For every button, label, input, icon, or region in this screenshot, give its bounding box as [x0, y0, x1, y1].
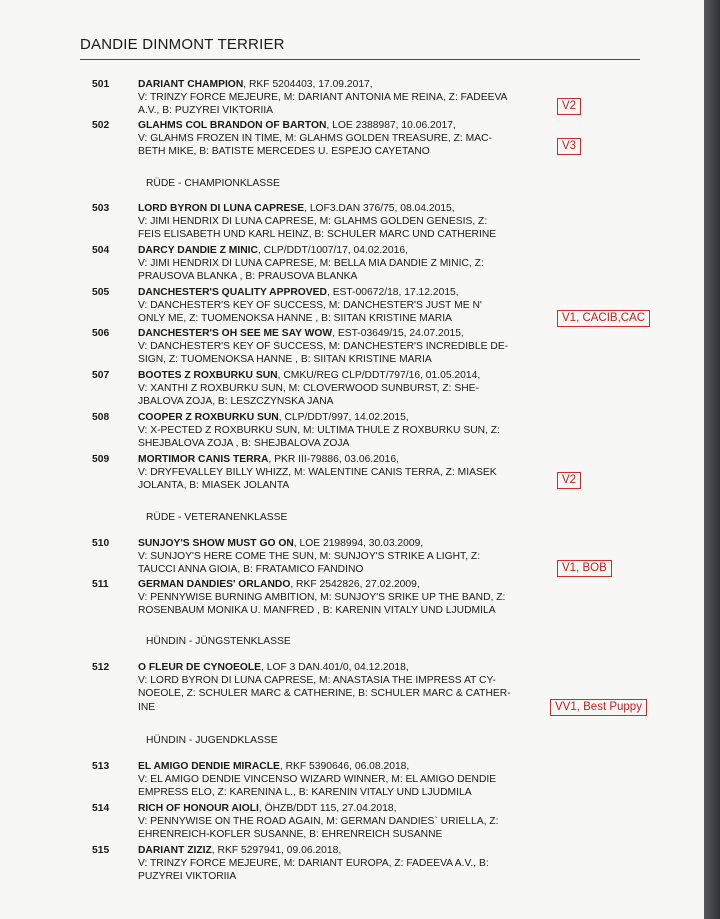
- page-edge-shadow: [704, 0, 720, 919]
- entry-504: [92, 244, 562, 284]
- result-mark: V2: [557, 98, 581, 115]
- pedigree-line: JOLANTA, B: MIASEK JOLANTA: [138, 480, 290, 492]
- dog-name: EL AMIGO DENDIE MIRACLE: [138, 761, 280, 772]
- entry-501: [92, 78, 562, 118]
- entry-514: [92, 802, 562, 842]
- pedigree-line: V: TRINZY FORCE MEJEURE, M: DARIANT ANTONIA ME REINA, Z: FADEEVA: [138, 92, 508, 104]
- pedigree-line: NOEOLE, Z: SCHULER MARC & CATHERINE, B: SCHULER MARC & CATHER-: [138, 688, 511, 700]
- pedigree-line: V: DANCHESTER'S KEY OF SUCCESS, M: DANCHESTER'S INCREDIBLE DE-: [138, 341, 509, 353]
- dog-name: DARIANT ZIZIZ: [138, 845, 212, 856]
- entry-number: 506: [92, 328, 110, 339]
- entry-505: [92, 286, 562, 326]
- entry-number: 502: [92, 120, 110, 131]
- pedigree-line: ROSENBAUM MONIKA U. MANFRED , B: KARENIN VITALY UND LJUDMILA: [138, 605, 496, 617]
- class-heading: RÜDE - CHAMPIONKLASSE: [146, 178, 280, 189]
- dog-name: COOPER Z ROXBURKU SUN: [138, 412, 279, 423]
- entry-number: 507: [92, 370, 110, 381]
- page-title: DANDIE DINMONT TERRIER: [80, 36, 640, 60]
- entry-515: [92, 844, 562, 884]
- dog-name: DARCY DANDIE Z MINIC: [138, 245, 258, 256]
- dog-name: MORTIMOR CANIS TERRA: [138, 454, 269, 465]
- pedigree-line: V: TRINZY FORCE MEJEURE, M: DARIANT EUROPA, Z: FADEEVA A.V., B:: [138, 858, 489, 870]
- pedigree-line: SHEJBALOVA ZOJA , B: SHEJBALOVA ZOJA: [138, 438, 350, 450]
- dog-name: DANCHESTER'S OH SEE ME SAY WOW: [138, 328, 333, 339]
- entry-506: [92, 327, 562, 367]
- pedigree-line: V: JIMI HENDRIX DI LUNA CAPRESE, M: GLAHMS GOLDEN GENESIS, Z:: [138, 216, 488, 228]
- registration: , RKF 5204403, 17.09.2017,: [243, 79, 373, 90]
- pedigree-line: TAUCCI ANNA GIOIA, B: FRATAMICO FANDINO: [138, 564, 364, 576]
- entry-512: [92, 661, 562, 714]
- entry-number: 512: [92, 662, 110, 673]
- dog-name: O FLEUR DE CYNOEOLE: [138, 662, 261, 673]
- registration: , LOE 2198994, 30.03.2009,: [293, 538, 424, 549]
- result-mark: V3: [557, 138, 581, 155]
- dog-name: GLAHMS COL BRANDON OF BARTON: [138, 120, 327, 131]
- entry-511: [92, 578, 562, 618]
- entry-number: 510: [92, 538, 110, 549]
- pedigree-line: V: LORD BYRON DI LUNA CAPRESE, M: ANASTASIA THE IMPRESS AT CY-: [138, 675, 496, 687]
- registration: , LOF 3 DAN.401/0, 04.12.2018,: [261, 662, 409, 673]
- registration: , LOF3.DAN 376/75, 08.04.2015,: [304, 203, 455, 214]
- entry-number: 511: [92, 579, 109, 590]
- entry-number: 504: [92, 245, 110, 256]
- registration: , PKR III-79886, 03.06.2016,: [268, 454, 399, 465]
- pedigree-line: V: DANCHESTER'S KEY OF SUCCESS, M: DANCHESTER'S JUST ME N': [138, 300, 482, 312]
- pedigree-line: V: PENNYWISE ON THE ROAD AGAIN, M: GERMAN DANDIES` URIELLA, Z:: [138, 816, 499, 828]
- pedigree-line: BETH MIKE, B: BATISTE MERCEDES U. ESPEJO CAYETANO: [138, 146, 430, 158]
- registration: , RKF 5390646, 06.08.2018,: [279, 761, 410, 772]
- pedigree-line: A.V., B: PUZYREI VIKTORIIA: [138, 105, 274, 117]
- pedigree-line: V: JIMI HENDRIX DI LUNA CAPRESE, M: BELLA MIA DANDIE Z MINIC, Z:: [138, 258, 484, 270]
- registration: , LOE 2388987, 10.06.2017,: [326, 120, 456, 131]
- pedigree-line: EHRENREICH-KOFLER SUSANNE, B: EHRENREICH SUSANNE: [138, 829, 443, 841]
- registration: , ÖHZB/DDT 115, 27.04.2018,: [258, 803, 397, 814]
- entry-number: 503: [92, 203, 110, 214]
- entry-number: 515: [92, 845, 110, 856]
- registration: , RKF 2542826, 27.02.2009,: [290, 579, 420, 590]
- pedigree-line: V: SUNJOY'S HERE COME THE SUN, M: SUNJOY'S STRIKE A LIGHT, Z:: [138, 551, 481, 563]
- registration: , CMKU/REG CLP/DDT/797/16, 01.05.2014,: [277, 370, 481, 381]
- result-mark: V1, CACIB,CAC: [557, 310, 650, 327]
- pedigree-line: PUZYREI VIKTORIIA: [138, 871, 237, 883]
- result-mark: V2: [557, 472, 581, 489]
- entry-502: [92, 119, 562, 159]
- entry-number: 508: [92, 412, 110, 423]
- registration: , CLP/DDT/997, 14.02.2015,: [278, 412, 409, 423]
- result-mark: V1, BOB: [557, 560, 612, 577]
- class-heading: HÜNDIN - JÜNGSTENKLASSE: [146, 636, 291, 647]
- entry-509: [92, 453, 562, 493]
- pedigree-line: FEIS ELISABETH UND KARL HEINZ, B: SCHULER MARC UND CATHERINE: [138, 229, 497, 241]
- dog-name: LORD BYRON DI LUNA CAPRESE: [138, 203, 305, 214]
- dog-name: RICH OF HONOUR AIOLI: [138, 803, 259, 814]
- entry-number: 509: [92, 454, 110, 465]
- pedigree-line: V: PENNYWISE BURNING AMBITION, M: SUNJOY'S SRIKE UP THE BAND, Z:: [138, 592, 506, 604]
- pedigree-line: SIGN, Z: TUOMENOKSA HANNE , B: SIITAN KRISTINE MARIA: [138, 354, 432, 366]
- registration: , RKF 5297941, 09.06.2018,: [211, 845, 342, 856]
- entry-507: [92, 369, 562, 409]
- entry-number: 513: [92, 761, 110, 772]
- pedigree-line: V: DRYFEVALLEY BILLY WHIZZ, M: WALENTINE CANIS TERRA, Z: MIASEK: [138, 467, 497, 479]
- registration: , EST-00672/18, 17.12.2015,: [326, 287, 459, 298]
- entry-513: [92, 760, 562, 800]
- pedigree-line: PRAUSOVA BLANKA , B: PRAUSOVA BLANKA: [138, 271, 358, 283]
- result-mark: VV1, Best Puppy: [550, 699, 647, 716]
- pedigree-line: INE: [138, 701, 156, 713]
- pedigree-line: JBALOVA ZOJA, B: LESZCZYNSKA JANA: [138, 396, 334, 408]
- entry-510: [92, 537, 562, 577]
- class-heading: HÜNDIN - JUGENDKLASSE: [146, 735, 278, 746]
- entry-508: [92, 411, 562, 451]
- dog-name: BOOTES Z ROXBURKU SUN: [138, 370, 278, 381]
- registration: , EST-03649/15, 24.07.2015,: [332, 328, 464, 339]
- pedigree-line: V: X-PECTED Z ROXBURKU SUN, M: ULTIMA THULE Z ROXBURKU SUN, Z:: [138, 425, 500, 437]
- dog-name: SUNJOY'S SHOW MUST GO ON: [138, 538, 294, 549]
- pedigree-line: ONLY ME, Z: TUOMENOKSA HANNE , B: SIITAN KRISTINE MARIA: [138, 313, 452, 325]
- pedigree-line: V: XANTHI Z ROXBURKU SUN, M: CLOVERWOOD SUNBURST, Z: SHE-: [138, 383, 479, 395]
- pedigree-line: V: EL AMIGO DENDIE VINCENSO WIZARD WINNER, M: EL AMIGO DENDIE: [138, 774, 497, 786]
- class-heading: RÜDE - VETERANENKLASSE: [146, 512, 288, 523]
- registration: , CLP/DDT/1007/17, 04.02.2016,: [257, 245, 408, 256]
- pedigree-line: V: GLAHMS FROZEN IN TIME, M: GLAHMS GOLDEN TREASURE, Z: MAC-: [138, 133, 492, 145]
- dog-name: DANCHESTER'S QUALITY APPROVED: [138, 287, 327, 298]
- pedigree-line: EMPRESS ELO, Z: KARENINA L., B: KARENIN VITALY UND LJUDMILA: [138, 787, 472, 799]
- entry-number: 514: [92, 803, 110, 814]
- dog-name: DARIANT CHAMPION: [138, 79, 244, 90]
- entry-503: [92, 202, 562, 242]
- entry-number: 505: [92, 287, 110, 298]
- dog-name: GERMAN DANDIES' ORLANDO: [138, 579, 291, 590]
- entry-number: 501: [92, 79, 110, 90]
